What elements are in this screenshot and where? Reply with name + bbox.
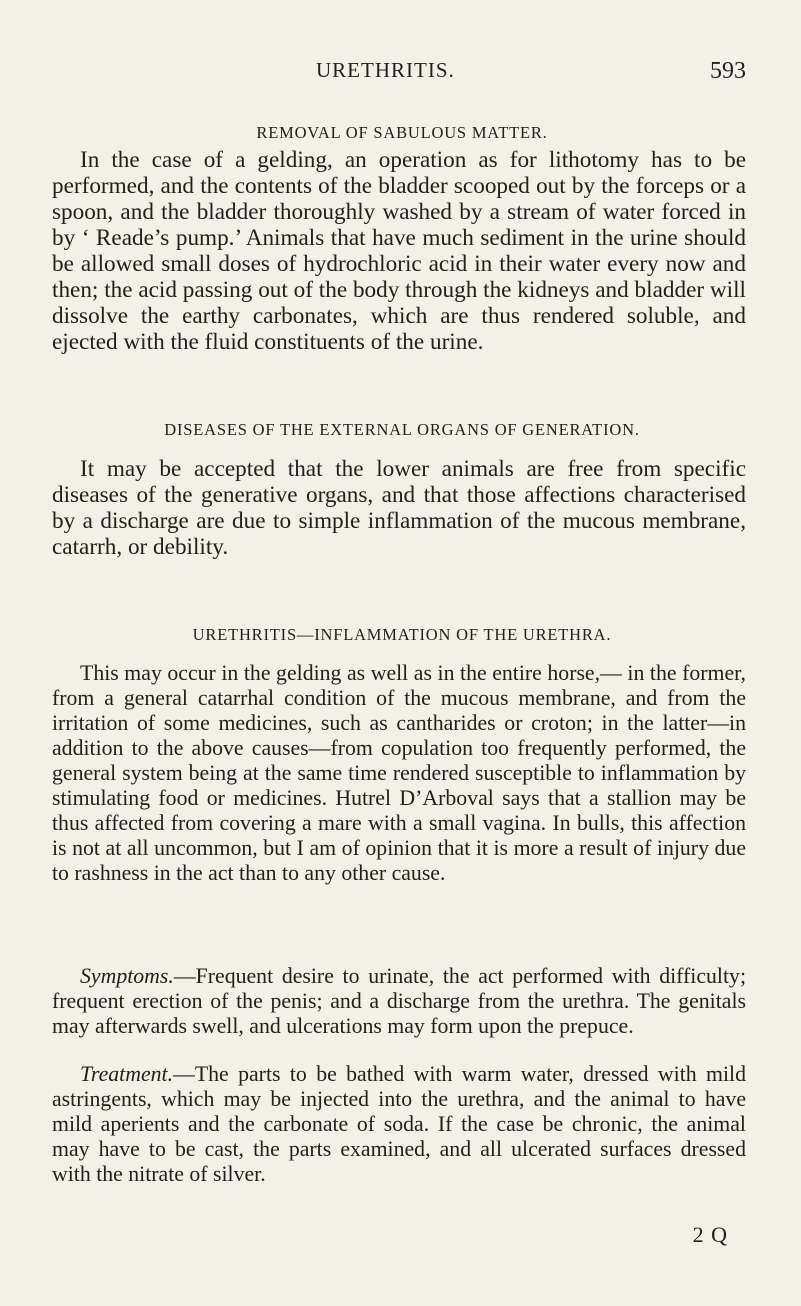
signature-mark: 2 Q <box>692 1222 728 1247</box>
symptoms-text: —Frequent desire to urinate, the act performed with difficulty; frequent erection of the penis; and a discharge from the urethra. The genitals may afterwards swell, and ulcerations may form upon the prepuce. <box>52 964 746 1038</box>
section-heading-generation: DISEASES OF THE EXTERNAL ORGANS OF GENERATION. <box>164 420 640 439</box>
page-header <box>52 58 752 92</box>
paragraph-urethritis: This may occur in the gelding as well as in the entire horse,— in the former, from a general catarrhal condition of the mucous membrane, and from the irritation of some medicines, such as cantharides or croton; in the latter—in addition to the above causes—from copulation too frequently performed, the general system being at the same time rendered susceptible to inflammation by stimulating food or medicines. Hutrel D’Arboval says that a stallion may be thus affected from covering a mare with a small vagina. In bulls, this affection is not at all uncommon, but I am of opinion that it is more a result of injury due to rashness in the act than to any other cause. <box>52 661 746 885</box>
treatment-text: —The parts to be bathed with warm water, dressed with mild astringents, which may be injected into the urethra, and the animal to have mild aperients and the carbonate of soda. If the case be chronic, the animal may have to be cast, the parts examined, and all ulcerated surfaces dressed with the nitrate of silver. <box>52 1062 746 1186</box>
book-page <box>52 0 752 1306</box>
treatment-label: Treatment. <box>80 1062 174 1086</box>
paragraph-generation: It may be accepted that the lower animals are free from specific diseases of the generative organs, and that those affections characterised by a discharge are due to simple inflammation of the mucous membrane, catarrh, or debility. <box>52 456 746 560</box>
page-number: 593 <box>710 58 746 84</box>
section-heading-urethritis: URETHRITIS—INFLAMMATION OF THE URETHRA. <box>192 625 612 644</box>
running-head: URETHRITIS. <box>316 58 455 82</box>
section-heading-sabulous: REMOVAL OF SABULOUS MATTER. <box>256 123 548 142</box>
paragraph-symptoms <box>52 964 746 1039</box>
symptoms-label: Symptoms. <box>80 964 174 988</box>
paragraph-sabulous: In the case of a gelding, an operation as for lithotomy has to be performed, and the contents of the bladder scooped out by the forceps or a spoon, and the bladder thoroughly washed by a stream of water forced in by ‘ Reade’s pump.’ Animals that have much sediment in the urine should be allowed small doses of hydrochloric acid in their water every now and then; the acid passing out of the body through the kidneys and bladder will dissolve the earthy carbonates, which are thus rendered soluble, and ejected with the fluid constituents of the urine. <box>52 147 746 355</box>
paragraph-treatment <box>52 1062 746 1187</box>
